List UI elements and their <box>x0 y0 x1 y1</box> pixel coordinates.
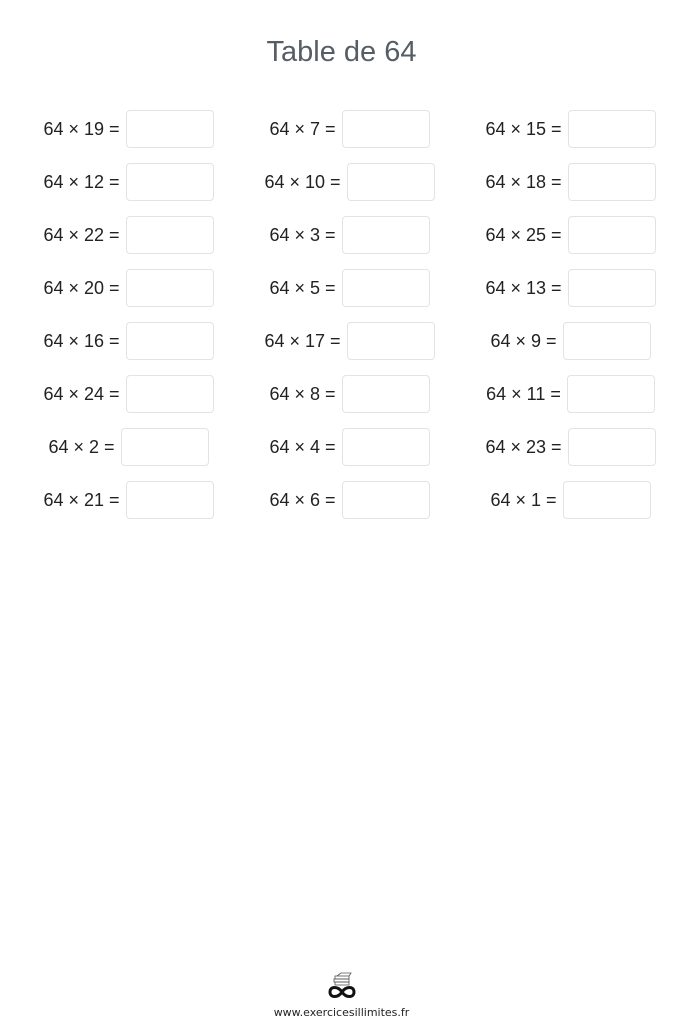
exercise-item <box>460 269 681 322</box>
answer-input[interactable] <box>342 375 430 413</box>
answer-input[interactable] <box>347 163 435 201</box>
expression: 64 × 23 = <box>485 437 562 457</box>
expression: 64 × 2 = <box>48 437 115 457</box>
exercise-item <box>18 322 239 375</box>
answer-input[interactable] <box>342 428 430 466</box>
expression: 64 × 24 = <box>43 384 120 404</box>
exercise-item <box>18 110 239 163</box>
expression: 64 × 6 = <box>269 490 336 510</box>
answer-input[interactable] <box>342 110 430 148</box>
answer-input[interactable] <box>563 322 651 360</box>
answer-input[interactable] <box>563 481 651 519</box>
exercise-item <box>18 216 239 269</box>
exercise-row <box>18 216 683 269</box>
exercise-item <box>18 269 239 322</box>
answer-input[interactable] <box>342 216 430 254</box>
exercise-row <box>18 322 683 375</box>
exercise-item <box>18 428 239 481</box>
expression: 64 × 16 = <box>43 331 120 351</box>
exercise-item <box>239 481 460 534</box>
expression: 64 × 5 = <box>269 278 336 298</box>
expression: 64 × 22 = <box>43 225 120 245</box>
expression: 64 × 13 = <box>485 278 562 298</box>
exercise-item <box>460 110 681 163</box>
exercise-row <box>18 110 683 163</box>
exercise-row <box>18 428 683 481</box>
exercise-item <box>239 110 460 163</box>
exercise-item <box>460 481 681 534</box>
expression: 64 × 8 = <box>269 384 336 404</box>
footer <box>0 970 683 1019</box>
answer-input[interactable] <box>347 322 435 360</box>
answer-input[interactable] <box>126 163 214 201</box>
site-url: www.exercicesillimites.fr <box>273 1006 410 1019</box>
answer-input[interactable] <box>342 481 430 519</box>
expression: 64 × 11 = <box>486 384 561 404</box>
exercise-item <box>460 322 681 375</box>
answer-input[interactable] <box>568 110 656 148</box>
expression: 64 × 12 = <box>43 172 120 192</box>
infinity-books-logo-icon <box>325 970 359 1000</box>
exercise-item <box>239 269 460 322</box>
exercise-item <box>18 375 239 428</box>
answer-input[interactable] <box>568 216 656 254</box>
expression: 64 × 10 = <box>264 172 341 192</box>
expression: 64 × 17 = <box>264 331 341 351</box>
answer-input[interactable] <box>121 428 209 466</box>
answer-input[interactable] <box>126 269 214 307</box>
exercise-row <box>18 269 683 322</box>
answer-input[interactable] <box>568 163 656 201</box>
exercise-item <box>460 163 681 216</box>
answer-input[interactable] <box>568 428 656 466</box>
exercise-item <box>18 481 239 534</box>
exercise-item <box>460 428 681 481</box>
expression: 64 × 19 = <box>43 119 120 139</box>
exercise-item <box>239 375 460 428</box>
expression: 64 × 3 = <box>269 225 336 245</box>
exercise-item <box>239 322 460 375</box>
answer-input[interactable] <box>568 269 656 307</box>
exercise-grid <box>18 110 683 534</box>
answer-input[interactable] <box>126 322 214 360</box>
expression: 64 × 20 = <box>43 278 120 298</box>
expression: 64 × 1 = <box>490 490 557 510</box>
expression: 64 × 15 = <box>485 119 562 139</box>
expression: 64 × 9 = <box>490 331 557 351</box>
answer-input[interactable] <box>126 110 214 148</box>
exercise-item <box>239 163 460 216</box>
exercise-item <box>239 216 460 269</box>
answer-input[interactable] <box>126 375 214 413</box>
expression: 64 × 18 = <box>485 172 562 192</box>
exercise-row <box>18 375 683 428</box>
expression: 64 × 25 = <box>485 225 562 245</box>
page-title: Table de 64 <box>266 36 417 68</box>
exercise-row <box>18 163 683 216</box>
exercise-item <box>239 428 460 481</box>
exercise-item <box>18 163 239 216</box>
answer-input[interactable] <box>126 216 214 254</box>
expression: 64 × 4 = <box>269 437 336 457</box>
expression: 64 × 21 = <box>43 490 120 510</box>
expression: 64 × 7 = <box>269 119 336 139</box>
exercise-item <box>460 375 681 428</box>
answer-input[interactable] <box>567 375 655 413</box>
exercise-row <box>18 481 683 534</box>
answer-input[interactable] <box>126 481 214 519</box>
exercise-item <box>460 216 681 269</box>
answer-input[interactable] <box>342 269 430 307</box>
